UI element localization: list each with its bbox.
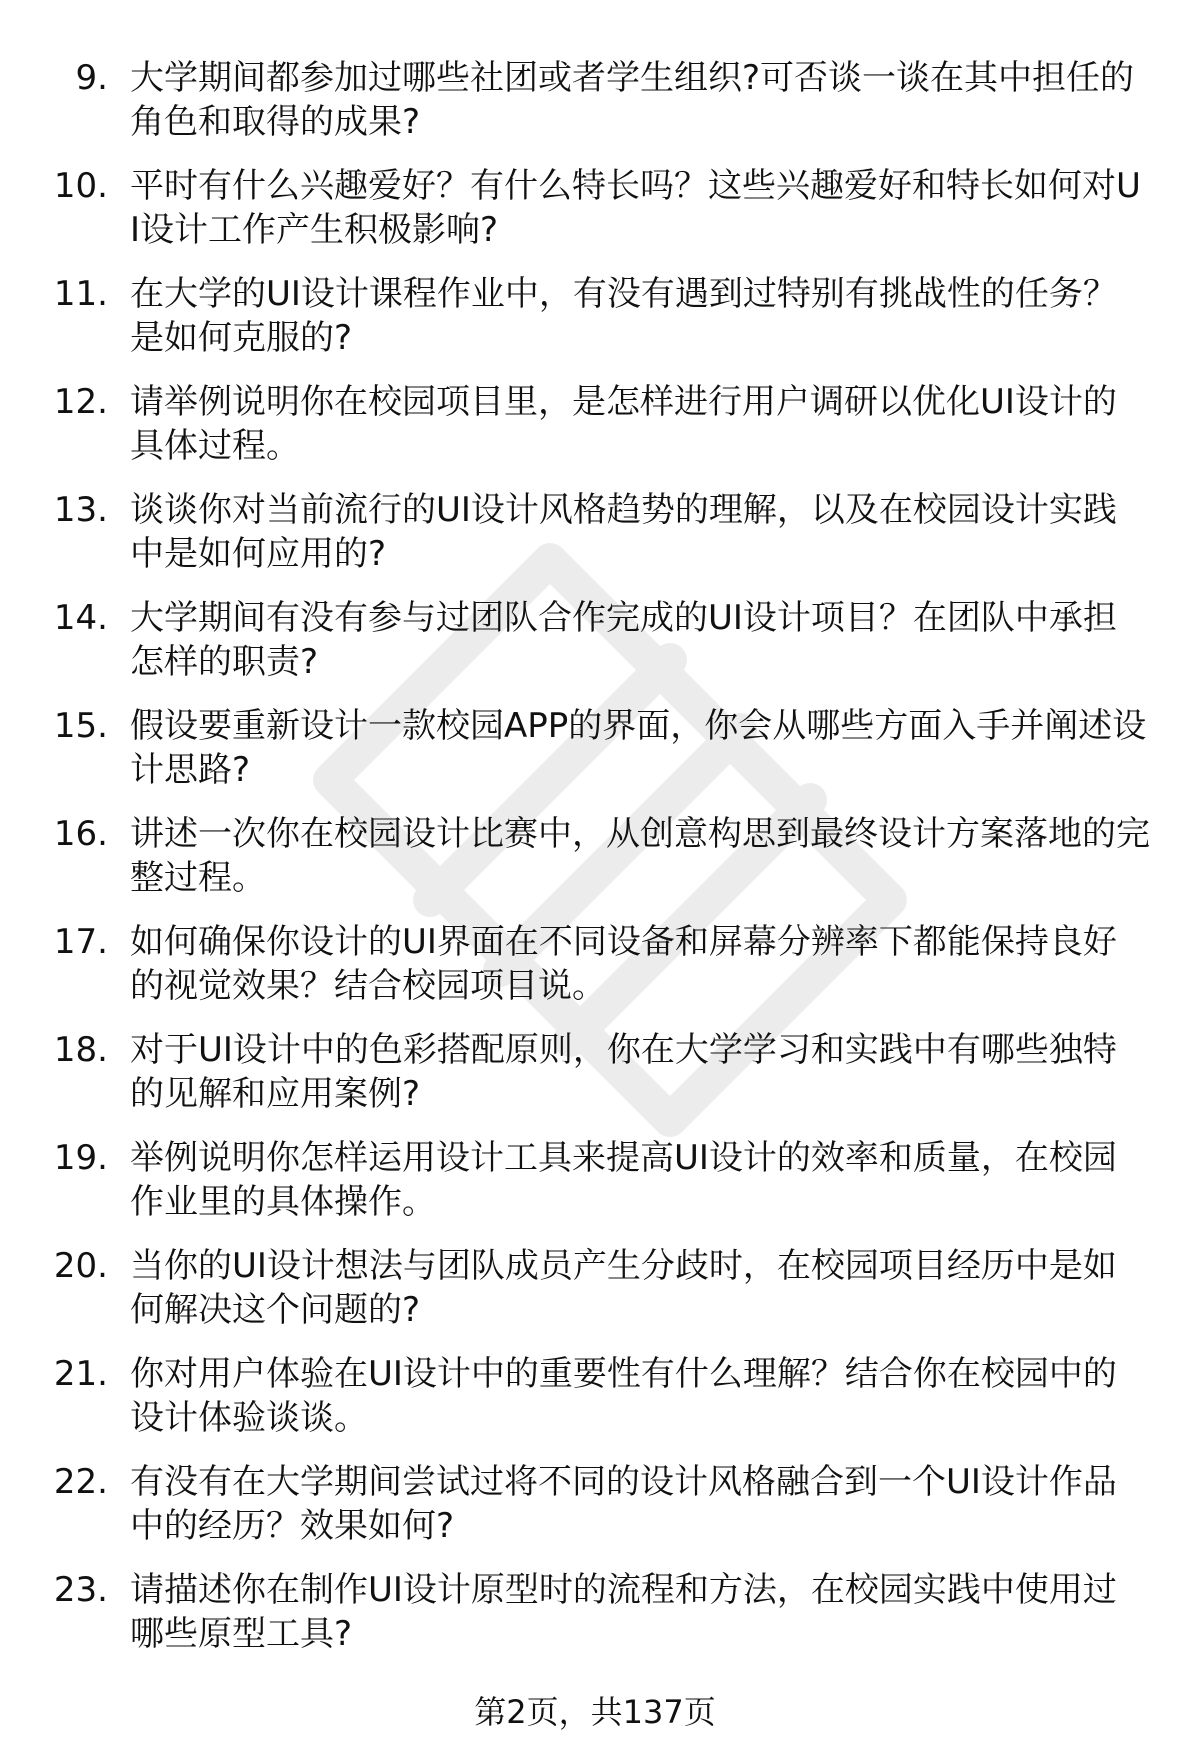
question-text: 有没有在大学期间尝试过将不同的设计风格融合到一个UI设计作品中的经历？效果如何? bbox=[130, 1462, 1117, 1546]
question-number: 10. bbox=[53, 166, 108, 206]
list-item bbox=[0, 808, 1190, 916]
list-item bbox=[0, 700, 1190, 808]
list-item bbox=[0, 484, 1190, 592]
question-list bbox=[0, 52, 1190, 1672]
question-text: 请举例说明你在校园项目里，是怎样进行用户调研以优化UI设计的具体过程。 bbox=[130, 382, 1117, 466]
question-number: 13. bbox=[53, 490, 108, 530]
question-number: 21. bbox=[53, 1354, 108, 1394]
question-text: 在大学的UI设计课程作业中，有没有遇到过特别有挑战性的任务？是如何克服的? bbox=[130, 274, 1117, 358]
list-item bbox=[0, 592, 1190, 700]
list-item bbox=[0, 376, 1190, 484]
question-text: 讲述一次你在校园设计比赛中，从创意构思到最终设计方案落地的完整过程。 bbox=[130, 814, 1150, 898]
question-number: 15. bbox=[53, 706, 108, 746]
question-number: 19. bbox=[53, 1138, 108, 1178]
list-item bbox=[0, 1024, 1190, 1132]
list-item bbox=[0, 1564, 1190, 1672]
question-number: 17. bbox=[53, 922, 108, 962]
list-item bbox=[0, 52, 1190, 160]
list-item bbox=[0, 1456, 1190, 1564]
question-text: 请描述你在制作UI设计原型时的流程和方法，在校园实践中使用过哪些原型工具? bbox=[130, 1570, 1117, 1654]
question-number: 23. bbox=[53, 1570, 108, 1610]
question-text: 当你的UI设计想法与团队成员产生分歧时，在校园项目经历中是如何解决这个问题的? bbox=[130, 1246, 1117, 1330]
question-number: 14. bbox=[53, 598, 108, 638]
question-text: 你对用户体验在UI设计中的重要性有什么理解？结合你在校园中的设计体验谈谈。 bbox=[130, 1354, 1117, 1438]
page-footer: 第2页，共137页 bbox=[474, 1693, 716, 1731]
question-number: 20. bbox=[53, 1246, 108, 1286]
question-number: 16. bbox=[53, 814, 108, 854]
question-text: 举例说明你怎样运用设计工具来提高UI设计的效率和质量，在校园作业里的具体操作。 bbox=[130, 1138, 1117, 1222]
list-item bbox=[0, 268, 1190, 376]
question-text: 假设要重新设计一款校园APP的界面，你会从哪些方面入手并阐述设计思路? bbox=[130, 706, 1147, 790]
list-item bbox=[0, 916, 1190, 1024]
list-item bbox=[0, 1132, 1190, 1240]
question-number: 11. bbox=[53, 274, 108, 314]
question-text: 大学期间有没有参与过团队合作完成的UI设计项目？在团队中承担怎样的职责? bbox=[130, 598, 1117, 682]
list-item bbox=[0, 160, 1190, 268]
list-item bbox=[0, 1240, 1190, 1348]
question-text: 大学期间都参加过哪些社团或者学生组织?可否谈一谈在其中担任的角色和取得的成果? bbox=[130, 58, 1135, 142]
question-text: 对于UI设计中的色彩搭配原则，你在大学学习和实践中有哪些独特的见解和应用案例? bbox=[130, 1030, 1117, 1114]
question-number: 22. bbox=[53, 1462, 108, 1502]
list-item bbox=[0, 1348, 1190, 1456]
question-number: 12. bbox=[53, 382, 108, 422]
question-text: 平时有什么兴趣爱好？有什么特长吗？这些兴趣爱好和特长如何对UI设计工作产生积极影响? bbox=[130, 166, 1141, 250]
question-text: 如何确保你设计的UI界面在不同设备和屏幕分辨率下都能保持良好的视觉效果？结合校园项目说。 bbox=[130, 922, 1117, 1006]
question-text: 谈谈你对当前流行的UI设计风格趋势的理解，以及在校园设计实践中是如何应用的? bbox=[130, 490, 1117, 574]
question-number: 18. bbox=[53, 1030, 108, 1070]
question-number: 9. bbox=[75, 58, 108, 98]
